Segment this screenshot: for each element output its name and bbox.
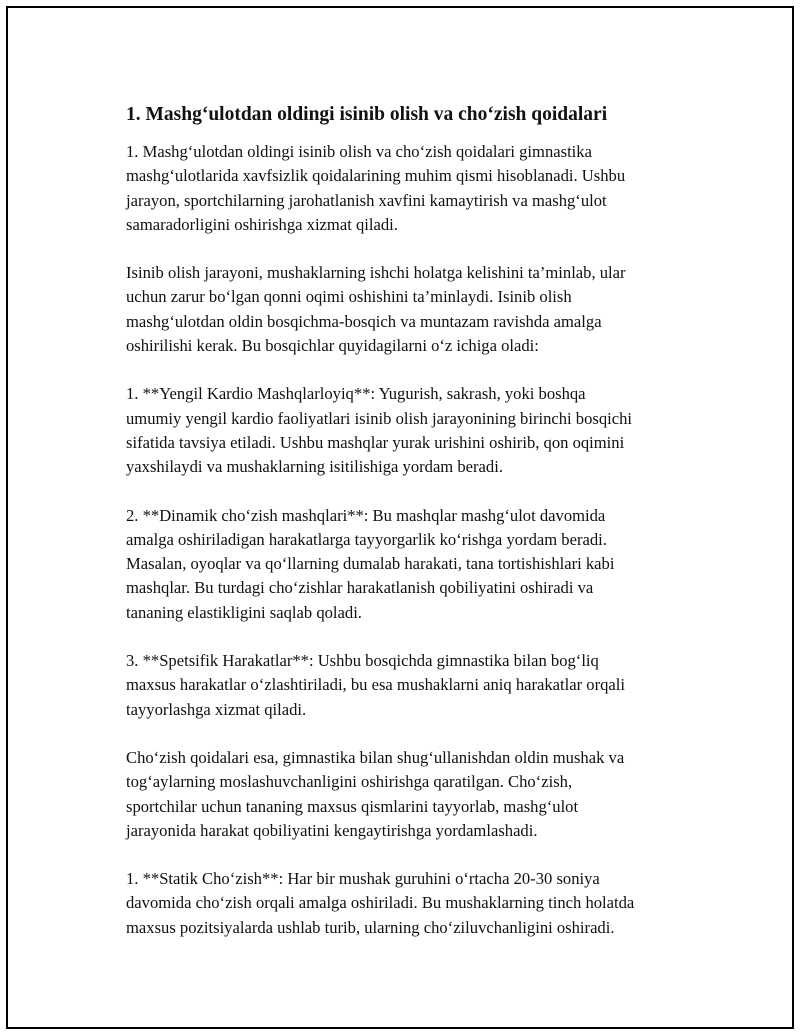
paragraph-stretching-rules: Cho‘zish qoidalari esa, gimnastika bilan shug‘ullanishdan oldin mushak va tog‘aylarning moslashuvchanligini oshirishga qaratilgan. Cho‘zish, sportchilar uchun tananing maxsus qismlarini tayyorlab, mashg‘ulot jarayonida harakat qobiliyatini kengaytirishga yordamlashadi. [126, 747, 625, 840]
paragraph-light-cardio: 1. **Yengil Kardio Mashqlarloyiq**: Yugurish, sakrash, yoki boshqa umumiy yengil kardio faoliyatlari isinib olish jarayonining birinchi bosqichi sifatida tavsiya etiladi. Ushbu mashqlar yurak urishini oshirib, qon oqimini yaxshilaydi va mushaklarning isitilishiga yordam beradi. [126, 384, 633, 477]
document-body [126, 102, 696, 964]
paragraph-specific-movements: 3. **Spetsifik Harakatlar**: Ushbu bosqichda gimnastika bilan bog‘liq maxsus harakatlar o‘zlashtiriladi, bu esa mushaklarni aniq harakatlar orqali tayyorlashga xizmat qiladi. [126, 651, 626, 719]
paragraph-intro: 1. Mashg‘ulotdan oldingi isinib olish va cho‘zish qoidalari gimnastika mashg‘ulotlarida xavfsizlik qoidalarining muhim qismi hisoblanadi. Ushbu jarayon, sportchilarning jarohatlanish xavfini kamaytirish va mashg‘ulot samaradorligini oshirishga xizmat qiladi. [126, 142, 626, 234]
document-page [6, 6, 794, 1029]
paragraph-dynamic-stretching: 2. **Dinamik cho‘zish mashqlari**: Bu mashqlar mashg‘ulot davomida amalga oshiriladigan harakatlarga tayyorgarlik ko‘rishga yordam beradi. Masalan, oyoqlar va qo‘llarning dumalab harakati, tana tortishishlari kabi mashqlar. Bu turdagi cho‘zishlar harakatlanish qobiliyatini oshiradi va tananing elastikligini saqlab qoladi. [126, 505, 615, 622]
paragraph-warmup: Isinib olish jarayoni, mushaklarning ishchi holatga kelishini ta’minlab, ular uchun zarur bo‘lgan qonni oqimi oshishini ta’minlaydi. Isinib olish mashg‘ulotdan oldin bosqichma-bosqich va muntazam ravishda amalga oshirilishi kerak. Bu bosqichlar quyidagilarni o‘z ichiga oladi: [126, 263, 626, 356]
document-title: 1. Mashg‘ulotdan oldingi isinib olish va cho‘zish qoidalari [126, 104, 608, 125]
paragraph-static-stretching: 1. **Statik Cho‘zish**: Har bir mushak guruhini o‘rtacha 20-30 soniya davomida cho‘zish orqali amalga oshiriladi. Bu mushaklarning tinch holatda maxsus pozitsiyalarda ushlab turib, ularning cho‘ziluvchanligini oshiradi. [126, 869, 635, 937]
